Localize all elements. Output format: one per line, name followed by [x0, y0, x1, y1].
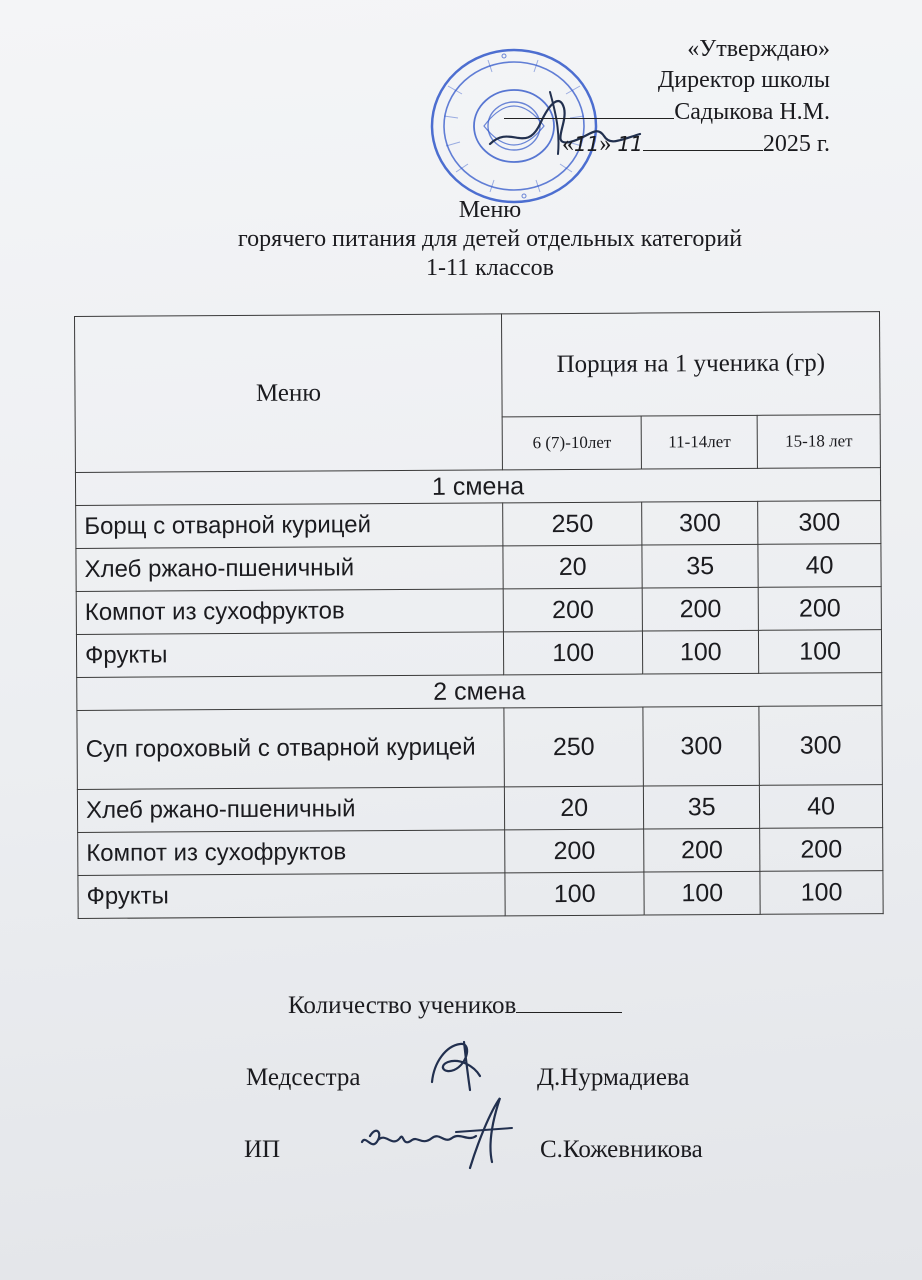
portion-value: 100 [759, 630, 882, 674]
portion-value: 300 [758, 501, 881, 545]
ip-name: С.Кожевникова [540, 1136, 703, 1163]
menu-item: Суп гороховый с отварной курицей [77, 708, 504, 790]
menu-item: Компот из сухофруктов [76, 589, 503, 635]
shift-header: 1 смена [75, 468, 880, 506]
table-row [78, 871, 883, 919]
portion-value: 250 [503, 502, 643, 546]
portion-value: 200 [644, 828, 760, 872]
menu-item: Хлеб ржано-пшеничный [77, 787, 504, 833]
table-row [78, 828, 883, 876]
portion-value: 200 [643, 587, 759, 631]
table-row [76, 544, 881, 592]
ip-role: ИП [244, 1136, 281, 1163]
director-name: Садыкова Н.М. [674, 99, 830, 125]
date-year: 2025 г. [762, 131, 830, 157]
table-row [76, 501, 881, 549]
date-quote: « [561, 131, 574, 157]
approval-block [410, 34, 830, 160]
menu-item: Фрукты [76, 632, 503, 678]
portion-value: 20 [504, 786, 644, 830]
portion-value: 200 [503, 588, 643, 632]
age-group-header: 11-14лет [641, 415, 757, 469]
shift-header: 2 смена [77, 673, 882, 711]
portion-value: 300 [759, 706, 882, 786]
menu-item: Фрукты [78, 873, 505, 919]
portion-value: 100 [760, 871, 883, 915]
portion-value: 35 [642, 544, 758, 588]
document-title [60, 196, 920, 283]
title-line-1: Меню [458, 197, 522, 223]
portion-value: 300 [643, 706, 759, 786]
portion-value: 40 [758, 544, 881, 588]
portion-value: 40 [759, 785, 882, 829]
portion-column-header: Порция на 1 ученика (гр) [501, 312, 880, 417]
student-count-blank [516, 990, 622, 1013]
table-row [77, 785, 882, 833]
portion-value: 20 [503, 545, 643, 589]
title-line-3: 1-11 классов [425, 255, 555, 281]
portion-value: 100 [505, 872, 645, 916]
student-count-line [288, 990, 622, 1020]
portion-value: 250 [504, 707, 644, 787]
signature-blank [504, 96, 674, 119]
date-day: 11 [573, 132, 600, 156]
portion-value: 100 [644, 871, 760, 915]
nurse-signature [424, 1036, 494, 1094]
portion-value: 100 [643, 630, 759, 674]
title-line-2: горячего питания для детей отдельных категорий [237, 226, 743, 252]
nurse-role: Медсестра [246, 1064, 361, 1091]
portion-value: 200 [505, 829, 645, 873]
menu-table [74, 311, 884, 919]
table-row [76, 630, 881, 678]
portion-value: 300 [642, 501, 758, 545]
portion-value: 100 [503, 631, 643, 675]
menu-item: Компот из сухофруктов [78, 830, 505, 876]
date-month: 11 [617, 132, 643, 156]
age-group-header: 15-18 лет [757, 415, 880, 469]
table-row [76, 587, 881, 635]
portion-value: 200 [760, 828, 883, 872]
age-group-header: 6 (7)-10лет [502, 416, 642, 470]
date-blank [643, 128, 763, 151]
approve-label: «Утверждаю» [687, 36, 830, 62]
director-name-line [410, 96, 830, 128]
student-count-label: Количество учеников [288, 992, 517, 1019]
ip-signature [352, 1092, 522, 1176]
table-row [77, 706, 882, 790]
menu-item: Борщ с отварной курицей [76, 503, 503, 549]
director-position: Директор школы [657, 67, 830, 93]
portion-value: 200 [758, 587, 881, 631]
nurse-name: Д.Нурмадиева [537, 1064, 690, 1091]
menu-item: Хлеб ржано-пшеничный [76, 546, 503, 592]
menu-column-header: Меню [75, 314, 503, 473]
portion-value: 35 [644, 785, 760, 829]
approval-date: «11» 11 2025 г. [410, 128, 830, 160]
